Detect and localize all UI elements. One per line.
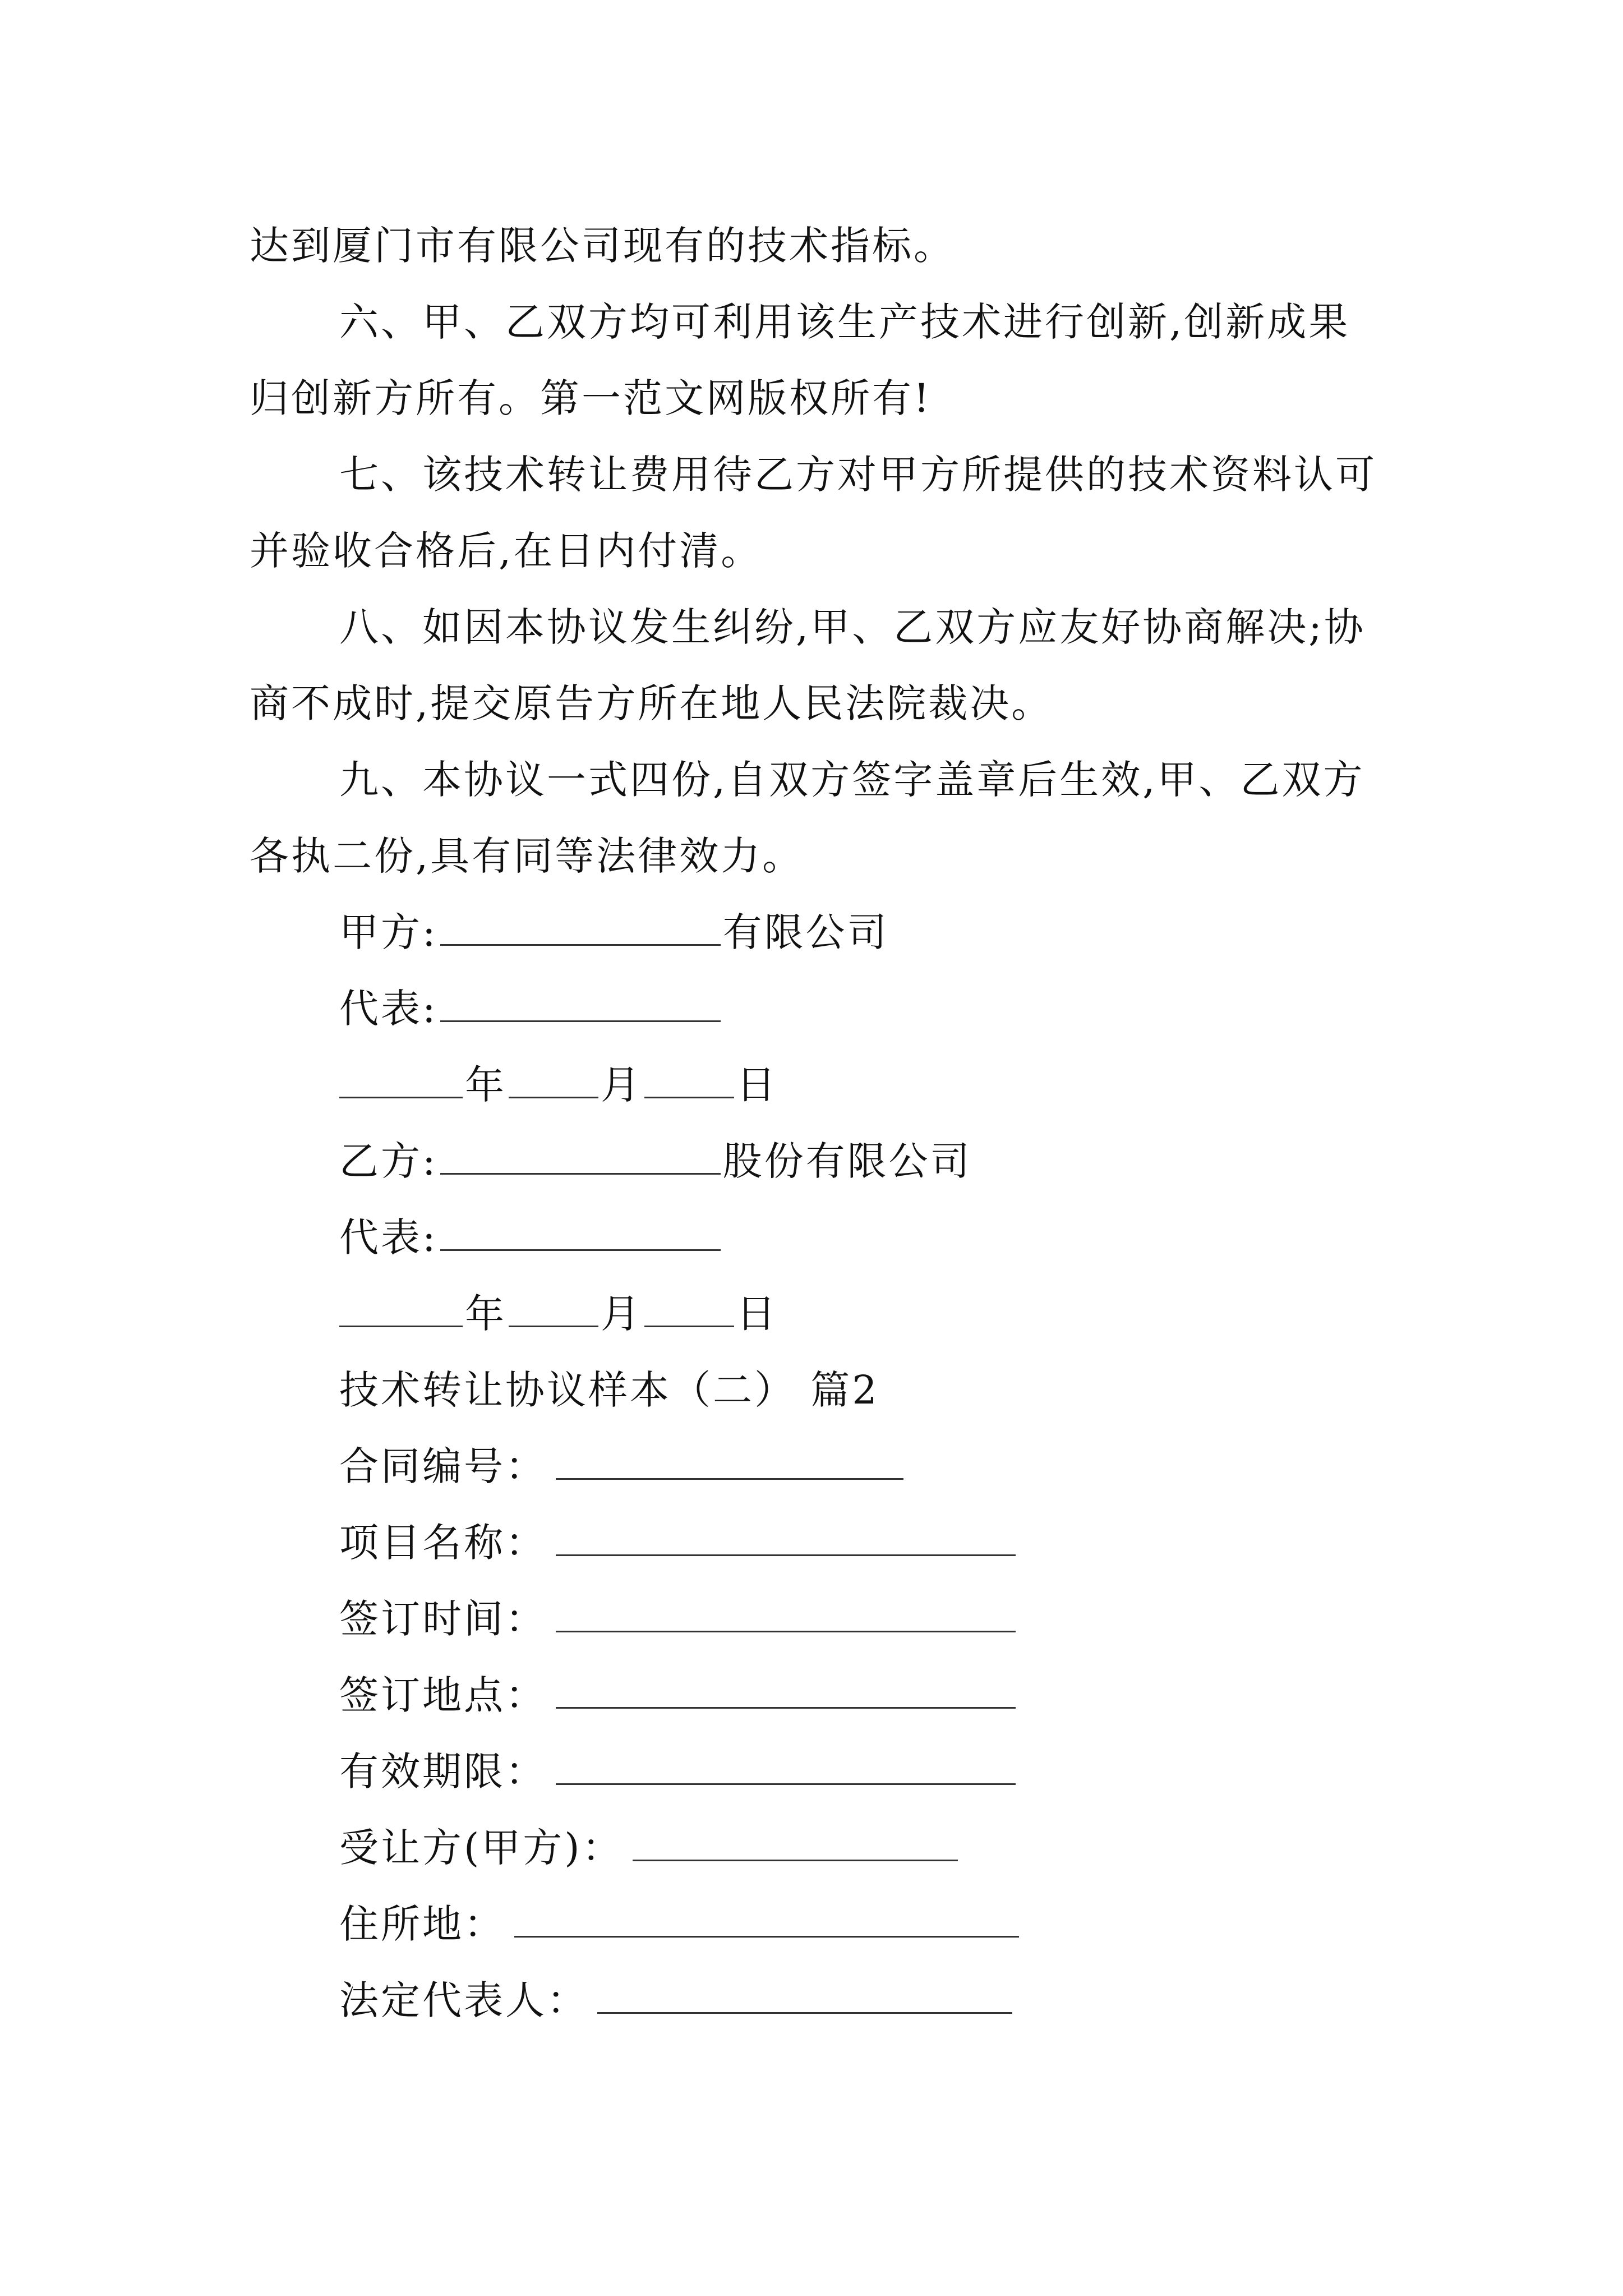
project-name-line [250,1504,1382,1581]
sign-place-blank [556,1676,1016,1709]
date-day-blank [644,1294,734,1327]
date-year-blank [339,1065,463,1098]
validity-blank [556,1752,1016,1785]
contract-number-line [250,1428,1382,1504]
sign-place-label: 签订地点： [339,1672,547,1718]
project-name-blank [556,1523,1016,1556]
party-a-rep-label: 代表: [339,986,438,1032]
party-a-label: 甲方: [339,909,438,955]
clause-7: 七、该技术转让费用待乙方对甲方所提供的技术资料认可并验收合格后,在日内付清。 [250,452,1377,574]
party-b-suffix: 股份有限公司 [722,1138,972,1184]
sign-time-blank [556,1599,1016,1632]
party-b-date-line [250,1276,1382,1352]
date-day-blank [644,1065,734,1098]
date-year-label: 年 [465,1291,506,1337]
date-month-blank [509,1065,598,1098]
validity-line [250,1733,1382,1810]
date-month-label: 月 [601,1062,642,1108]
project-name-label: 项目名称： [339,1520,547,1566]
party-a-rep-blank [440,989,721,1022]
party-b-rep-line [250,1199,1382,1276]
date-day-label: 日 [736,1062,778,1108]
contract-number-blank [556,1447,903,1480]
legal-rep-label: 法定代表人： [339,1977,588,2023]
section-2-title: 技术转让协议样本（二） 篇2 [339,1367,879,1413]
party-a-blank [440,913,721,946]
validity-label: 有效期限： [339,1749,547,1795]
party-b-label: 乙方: [339,1138,438,1184]
party-a-suffix: 有限公司 [722,909,889,955]
date-year-label: 年 [465,1062,506,1108]
sign-time-line [250,1581,1382,1657]
party-a-rep-line [250,970,1382,1047]
clause-9: 九、本协议一式四份,自双方签字盖章后生效,甲、乙双方各执二份,具有同等法律效力。 [250,757,1365,879]
sign-place-line [250,1657,1382,1733]
party-a-line [250,894,1382,970]
legal-rep-blank [597,1981,1012,2014]
party-b-rep-label: 代表: [339,1214,438,1260]
party-b-rep-blank [440,1218,721,1251]
transferee-blank [633,1828,958,1861]
clause-8: 八、如因本协议发生纠纷,甲、乙双方应友好协商解决;协商不成时,提交原告方所在地人民法院裁决。 [250,604,1366,726]
date-day-label: 日 [736,1291,778,1337]
transferee-line [250,1810,1382,1886]
transferee-label: 受让方(甲方)： [339,1825,624,1871]
sign-time-label: 签订时间： [339,1596,547,1642]
document-body [250,208,1382,2039]
party-b-blank [440,1142,721,1175]
contract-number-label: 合同编号： [339,1443,547,1489]
legal-rep-line [250,1962,1382,2039]
date-year-blank [339,1294,463,1327]
address-blank [514,1904,1019,1938]
party-b-line [250,1123,1382,1199]
clause-6: 六、甲、乙双方均可利用该生产技术进行创新,创新成果归创新方所有。第一范文网版权所有! [250,299,1350,421]
date-month-label: 月 [601,1291,642,1337]
address-line [250,1886,1382,1962]
paragraph-continuation: 达到厦门市有限公司现有的技术指标。 [250,223,955,269]
party-a-date-line [250,1047,1382,1123]
date-month-blank [509,1294,598,1327]
address-label: 住所地： [339,1901,505,1947]
